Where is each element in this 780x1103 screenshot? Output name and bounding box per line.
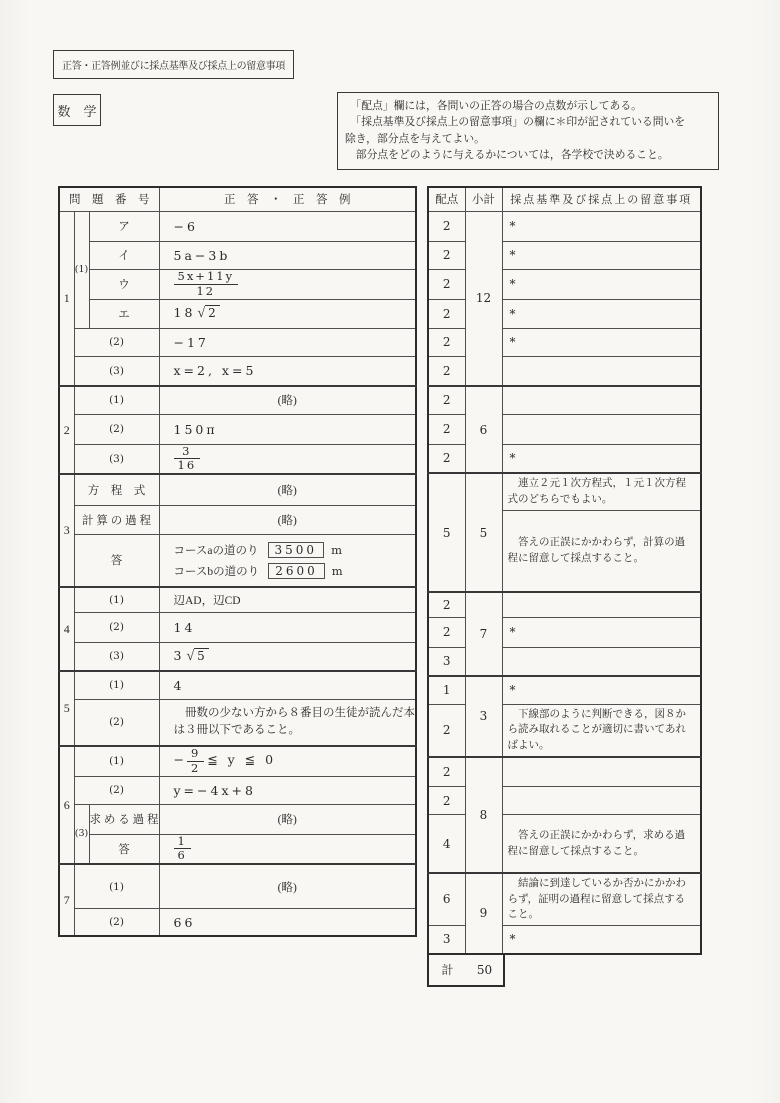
item-label-cell: ア	[89, 211, 159, 241]
item-label-cell: (2)	[74, 699, 159, 746]
document-title: 正答・正答例並びに採点基準及び採点上の留意事項	[53, 50, 294, 79]
points-cell: 2	[428, 386, 465, 414]
answer-cell: (略)	[159, 474, 416, 505]
item-label-cell: 方 程 式	[74, 474, 159, 505]
answer-cell: x=2, x=5	[159, 356, 416, 386]
boxed-value: 2600	[268, 563, 325, 579]
answer-cell: 66	[159, 908, 416, 936]
question-number-cell: 2	[59, 386, 74, 474]
answer-cell: −17	[159, 328, 416, 356]
answer-cell: 冊数の少ない方から８番目の生徒が読んだ本は３冊以下であること。	[159, 699, 416, 746]
note-cell: *	[502, 211, 701, 241]
answers-table	[58, 186, 417, 937]
item-label-cell: (3)	[74, 356, 159, 386]
subtotal-cell: 8	[465, 757, 502, 873]
note-cell: *	[502, 328, 701, 356]
instruction-line: 「配点」欄には，各問いの正答の場合の点数が示してある。	[345, 100, 642, 112]
item-label-cell: (2)	[74, 414, 159, 444]
points-cell: 2	[428, 704, 465, 757]
note-cell: *	[502, 444, 701, 473]
note-cell	[502, 647, 701, 676]
item-label-cell: ウ	[89, 269, 159, 299]
subtotal-cell: 6	[465, 386, 502, 473]
total-label: 計	[441, 963, 454, 977]
note-cell	[502, 592, 701, 617]
grading-table-container	[427, 186, 702, 987]
question-number-cell: 5	[59, 671, 74, 746]
note-cell	[502, 356, 701, 386]
note-cell: *	[502, 269, 701, 299]
points-cell: 3	[428, 926, 465, 954]
subtotal-cell: 5	[465, 473, 502, 592]
answer-cell: y=−4x+8	[159, 776, 416, 804]
item-label-cell: (3)	[74, 642, 159, 671]
subtotal-cell: 12	[465, 211, 502, 386]
points-cell: 1	[428, 676, 465, 704]
course-b-line: コースbの道のり 2600 m	[173, 563, 343, 578]
item-label-cell: 答	[89, 834, 159, 864]
question-number-cell: 3	[59, 474, 74, 587]
note-cell: 答えの正誤にかかわらず，求める過程に留意して採点すること。	[502, 815, 701, 873]
question-number-cell: 4	[59, 587, 74, 671]
points-cell: 2	[428, 241, 465, 269]
column-header-subtotal: 小計	[465, 187, 502, 211]
sub-question-cell: (3)	[74, 804, 89, 864]
answer-cell: 14	[159, 612, 416, 642]
item-label-cell: 答	[74, 534, 159, 587]
answer-cell	[159, 269, 416, 299]
points-cell: 2	[428, 269, 465, 299]
points-cell: 4	[428, 815, 465, 873]
points-cell: 2	[428, 787, 465, 815]
points-cell: 2	[428, 299, 465, 328]
fraction: $\frac{3}{16}$	[174, 445, 201, 474]
column-header-points: 配点	[428, 187, 465, 211]
total-row	[427, 953, 505, 987]
instruction-line: 「採点基準及び採点上の留意事項」の欄に＊印が記されている問いを	[345, 116, 686, 129]
sqrt-sign: √	[186, 648, 195, 664]
item-label-cell: (1)	[74, 864, 159, 908]
points-cell: 2	[428, 757, 465, 787]
fraction: $\frac{5x+11y}{12}$	[174, 270, 239, 299]
note-cell: *	[502, 241, 701, 269]
points-cell: 2	[428, 617, 465, 647]
answer-cell: (略)	[159, 505, 416, 534]
item-label-cell: (1)	[74, 386, 159, 414]
answer-cell: 18 √ 2	[159, 299, 416, 328]
note-cell: 連立２元１次方程式，１元１次方程式のどちらでもよい。	[502, 473, 701, 510]
answer-cell: 辺AD，辺CD	[159, 587, 416, 612]
item-label-cell: (2)	[74, 612, 159, 642]
fraction: $\frac{1}{6}$	[174, 835, 191, 864]
boxed-value: 3500	[268, 542, 325, 558]
note-cell: 結論に到達しているか否かにかかわらず，証明の過程に留意して採点すること。	[502, 873, 701, 926]
instruction-line: 除き，部分点を与えてよい。	[345, 132, 485, 145]
answer-cell	[159, 834, 416, 864]
note-cell: 下線部のように判断できる，図８から読み取れることが適切に書いてあればよい。	[502, 704, 701, 757]
points-cell: 2	[428, 414, 465, 444]
item-label-cell: エ	[89, 299, 159, 328]
question-number-cell: 1	[59, 211, 74, 386]
item-label-cell: (1)	[74, 746, 159, 776]
subtotal-cell: 7	[465, 592, 502, 676]
item-label-cell: (2)	[74, 776, 159, 804]
answer-cell: (略)	[159, 386, 416, 414]
answer-cell: 150π	[159, 414, 416, 444]
question-number-cell: 7	[59, 864, 74, 936]
answer-cell: 5a−3b	[159, 241, 416, 269]
column-header-criteria: 採点基準及び採点上の留意事項	[502, 187, 701, 211]
note-cell: 答えの正誤にかかわらず，計算の過程に留意して採点すること。	[502, 510, 701, 592]
points-cell: 2	[428, 444, 465, 473]
subtotal-cell: 9	[465, 873, 502, 954]
answer-cell: (略)	[159, 864, 416, 908]
note-cell	[502, 787, 701, 815]
sub-question-cell: (1)	[74, 211, 89, 328]
points-cell: 2	[428, 356, 465, 386]
answer-cell	[159, 444, 416, 474]
note-cell: *	[502, 676, 701, 704]
item-label-cell: 求 め る 過 程	[89, 804, 159, 834]
grading-instructions-note	[337, 92, 719, 170]
item-label-cell: イ	[89, 241, 159, 269]
item-label-cell: (3)	[74, 444, 159, 474]
note-cell	[502, 386, 701, 414]
note-cell	[502, 414, 701, 444]
answer-cell: −6	[159, 211, 416, 241]
grading-table	[427, 186, 702, 955]
answers-table-container	[58, 186, 417, 937]
points-cell: 2	[428, 592, 465, 617]
points-cell: 2	[428, 328, 465, 356]
answer-cell	[159, 534, 416, 587]
subtotal-cell: 3	[465, 676, 502, 757]
item-label-cell: (1)	[74, 671, 159, 699]
points-cell: 5	[428, 473, 465, 592]
fraction: $\frac{9}{2}$	[187, 747, 204, 776]
note-cell: *	[502, 617, 701, 647]
total-value: 50	[476, 962, 493, 977]
answer-cell: 3 √ 5	[159, 642, 416, 671]
question-number-cell: 6	[59, 746, 74, 864]
item-label-cell: (2)	[74, 908, 159, 936]
column-header-question-number: 問 題 番 号	[59, 187, 159, 211]
subject-label: 数 学	[53, 94, 101, 126]
course-a-line: コースaの道のり 3500 m	[173, 542, 342, 557]
points-cell: 6	[428, 873, 465, 926]
course-answers	[174, 542, 416, 579]
answer-cell: − $\frac{9}{2}$ ≦ y ≦ 0	[159, 746, 416, 776]
item-label-cell: (1)	[74, 587, 159, 612]
answer-cell: 4	[159, 671, 416, 699]
item-label-cell: 計 算 の 過 程	[74, 505, 159, 534]
instruction-line: 部分点をどのように与えるかについては，各学校で決めること。	[345, 149, 669, 162]
column-header-correct-answer: 正 答 ・ 正 答 例	[159, 187, 416, 211]
item-label-cell: (2)	[74, 328, 159, 356]
answer-cell: (略)	[159, 804, 416, 834]
sqrt-sign: √	[197, 306, 206, 321]
points-cell: 2	[428, 211, 465, 241]
points-cell: 3	[428, 647, 465, 676]
note-cell: *	[502, 926, 701, 954]
note-cell	[502, 757, 701, 787]
note-cell: *	[502, 299, 701, 328]
